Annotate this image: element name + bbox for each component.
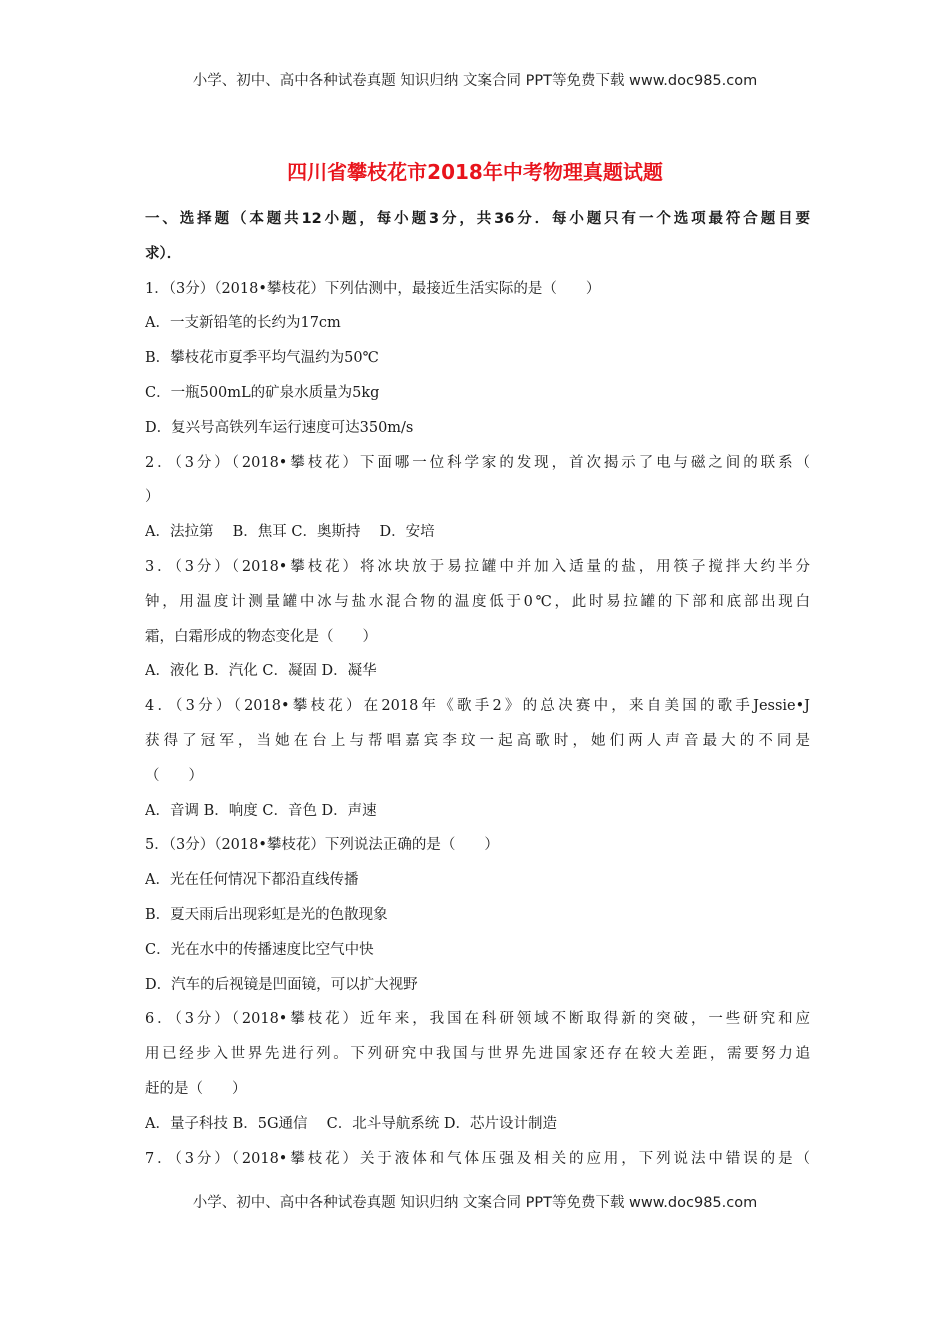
q2-stem: 2．（3分）（2018•攀枝花）下面哪一位科学家的发现，首次揭示了电与磁之间的联系（ <box>145 454 810 471</box>
q5-stem: 5．（3分）（2018•攀枝花）下列说法正确的是（ ） <box>145 837 499 854</box>
q2-options: A．法拉第 B．焦耳 C．奥斯持 D．安培 <box>145 524 435 541</box>
page-header: 小学、初中、高中各种试卷真题 知识归纳 文案合同 PPT等免费下载 www.doc985.com <box>192 73 758 89</box>
q3-stem-cont: 钟，用温度计测量罐中冰与盐水混合物的温度低于0℃，此时易拉罐的下部和底部出现白 <box>145 593 810 610</box>
document-body <box>145 202 810 1176</box>
q5-option-b: B．夏天雨后出现彩虹是光的色散现象 <box>145 906 388 923</box>
page-footer: 小学、初中、高中各种试卷真题 知识归纳 文案合同 PPT等免费下载 www.doc985.com <box>192 1195 758 1211</box>
q6-stem-cont: 用已经步入世界先进行列。下列研究中我国与世界先进国家还存在较大差距，需要努力追 <box>145 1046 810 1063</box>
q5-option-d: D．汽车的后视镜是凹面镜，可以扩大视野 <box>145 976 418 993</box>
q5-option-a: A．光在任何情况下都沿直线传播 <box>145 872 359 889</box>
q6-stem: 6．（3分）（2018•攀枝花）近年来，我国在科研领域不断取得新的突破，一些研究和应 <box>145 1011 810 1028</box>
section-heading: 一、选择题（本题共12小题，每小题3分，共36分．每小题只有一个选项最符合题目要 <box>145 211 810 227</box>
q1-option-c: C．一瓶500mL的矿泉水质量为5kg <box>145 384 380 401</box>
q3-stem-cont2: 霜，白霜形成的物态变化是（ ） <box>145 628 377 645</box>
q4-stem-cont2: （ ） <box>145 767 203 784</box>
page-title: 四川省攀枝花市2018年中考物理真题试题 <box>287 160 663 184</box>
q6-options: A．量子科技 B．5G通信 C．北斗导航系统 D．芯片设计制造 <box>145 1115 557 1132</box>
q1-option-a: A．一支新铅笔的长约为17cm <box>145 315 341 332</box>
q1-stem: 1．（3分）（2018•攀枝花）下列估测中，最接近生活实际的是（ ） <box>145 280 601 297</box>
q7-stem: 7．（3分）（2018•攀枝花）关于液体和气体压强及相关的应用，下列说法中错误的是（ <box>145 1150 810 1167</box>
q2-stem-cont: ） <box>145 489 160 506</box>
q3-stem: 3．（3分）（2018•攀枝花）将冰块放于易拉罐中并加入适量的盐，用筷子搅拌大约半分 <box>145 558 810 575</box>
q4-stem-cont: 获得了冠军，当她在台上与帮唱嘉宾李玟一起高歌时，她们两人声音最大的不同是 <box>145 732 810 749</box>
q4-stem: 4．（3分）（2018•攀枝花）在2018年《歌手2》的总决赛中，来自美国的歌手Jessie•J <box>145 698 810 715</box>
section-heading-cont: 求）． <box>145 245 182 262</box>
q6-stem-cont2: 赶的是（ ） <box>145 1080 247 1097</box>
q1-option-d: D．复兴号高铁列车运行速度可达350m/s <box>145 419 414 436</box>
q3-options: A．液化 B．汽化 C．凝固 D．凝华 <box>145 663 377 680</box>
q4-options: A．音调 B．响度 C．音色 D．声速 <box>145 802 377 819</box>
q1-option-b: B．攀枝花市夏季平均气温约为50℃ <box>145 350 379 367</box>
q5-option-c: C．光在水中的传播速度比空气中快 <box>145 941 374 958</box>
